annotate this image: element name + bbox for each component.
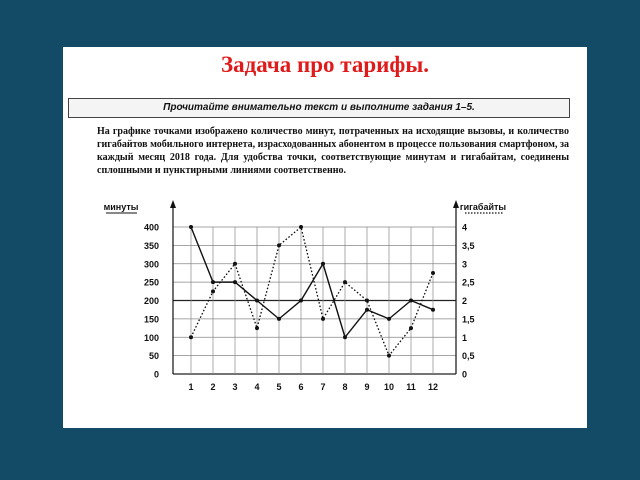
x-tick-label: 3 xyxy=(232,382,238,392)
minutes-point xyxy=(409,299,413,303)
chart-container xyxy=(63,47,587,433)
x-tick-label: 1 xyxy=(188,382,194,392)
left-tick-label: 200 xyxy=(143,296,159,306)
x-tick-label: 10 xyxy=(383,382,395,392)
x-tick-label: 11 xyxy=(406,382,416,392)
right-tick-label: 3,5 xyxy=(462,240,475,251)
minutes-point xyxy=(365,308,369,312)
left-tick-label: 350 xyxy=(143,240,159,251)
gigabytes-point xyxy=(233,262,237,266)
gigabytes-point xyxy=(189,335,193,339)
x-tick-label: 7 xyxy=(320,382,326,392)
right-tick-label: 1,5 xyxy=(462,314,475,325)
left-tick-label: 0 xyxy=(153,369,159,380)
left-tick-label: 400 xyxy=(143,222,159,233)
right-axis-label: гигабайты xyxy=(459,202,507,212)
x-tick-label: 6 xyxy=(298,382,304,392)
minutes-point xyxy=(233,280,237,284)
right-tick-label: 2 xyxy=(462,296,468,306)
gigabytes-point xyxy=(255,326,259,330)
right-tick-label: 2,5 xyxy=(462,277,475,288)
gigabytes-point xyxy=(365,299,369,303)
x-tick-label: 12 xyxy=(427,382,439,392)
left-tick-label: 100 xyxy=(143,332,159,343)
minutes-point xyxy=(189,225,193,229)
x-tick-label: 8 xyxy=(342,382,348,392)
gigabytes-point xyxy=(409,326,413,330)
left-axis-label: минуты xyxy=(103,202,139,212)
right-tick-label: 1 xyxy=(462,332,468,343)
tariff-chart xyxy=(63,47,587,428)
minutes-point xyxy=(431,308,435,312)
left-tick-label: 250 xyxy=(143,277,159,288)
left-axis-arrow xyxy=(170,200,176,208)
problem-text: На графике точками изображено количество минут, потраченных на исходящие вызовы, и количество гигабайтов мобильного интернета, израсходованных абонентом в процессе пользования смартфоном, за каждый месяц 2018 года. Для удобства точки, соответствующие минутам и гигабайтам, соединены сплошными и пунктирными линиями соответственно. xyxy=(97,126,569,176)
x-tick-label: 5 xyxy=(276,382,282,392)
x-tick-label: 4 xyxy=(254,382,260,392)
minutes-point xyxy=(211,280,215,284)
minutes-point xyxy=(321,262,325,266)
minutes-point xyxy=(277,317,281,321)
right-axis-arrow xyxy=(453,200,459,208)
gigabytes-series-line xyxy=(191,227,433,356)
minutes-point xyxy=(299,299,303,303)
gigabytes-point xyxy=(321,317,325,321)
gigabytes-point xyxy=(299,225,303,229)
right-tick-label: 4 xyxy=(462,222,468,233)
right-tick-label: 0,5 xyxy=(462,351,475,362)
slide xyxy=(63,47,587,428)
slide-title: Задача про тарифы. xyxy=(220,52,430,77)
left-tick-label: 300 xyxy=(143,259,159,270)
gigabytes-point xyxy=(343,280,347,284)
minutes-point xyxy=(387,317,391,321)
left-tick-label: 50 xyxy=(148,351,159,362)
instruction-banner: Прочитайте внимательно текст и выполните задания 1–5. xyxy=(68,98,570,118)
minutes-point xyxy=(343,335,347,339)
gigabytes-point xyxy=(387,354,391,358)
right-tick-label: 0 xyxy=(462,369,468,380)
gigabytes-point xyxy=(211,289,215,293)
gigabytes-point xyxy=(431,271,435,275)
right-tick-label: 3 xyxy=(462,259,468,270)
left-tick-label: 150 xyxy=(143,314,159,325)
minutes-point xyxy=(255,299,259,303)
gigabytes-point xyxy=(277,243,281,247)
x-tick-label: 9 xyxy=(364,382,370,392)
x-tick-label: 2 xyxy=(210,382,216,392)
